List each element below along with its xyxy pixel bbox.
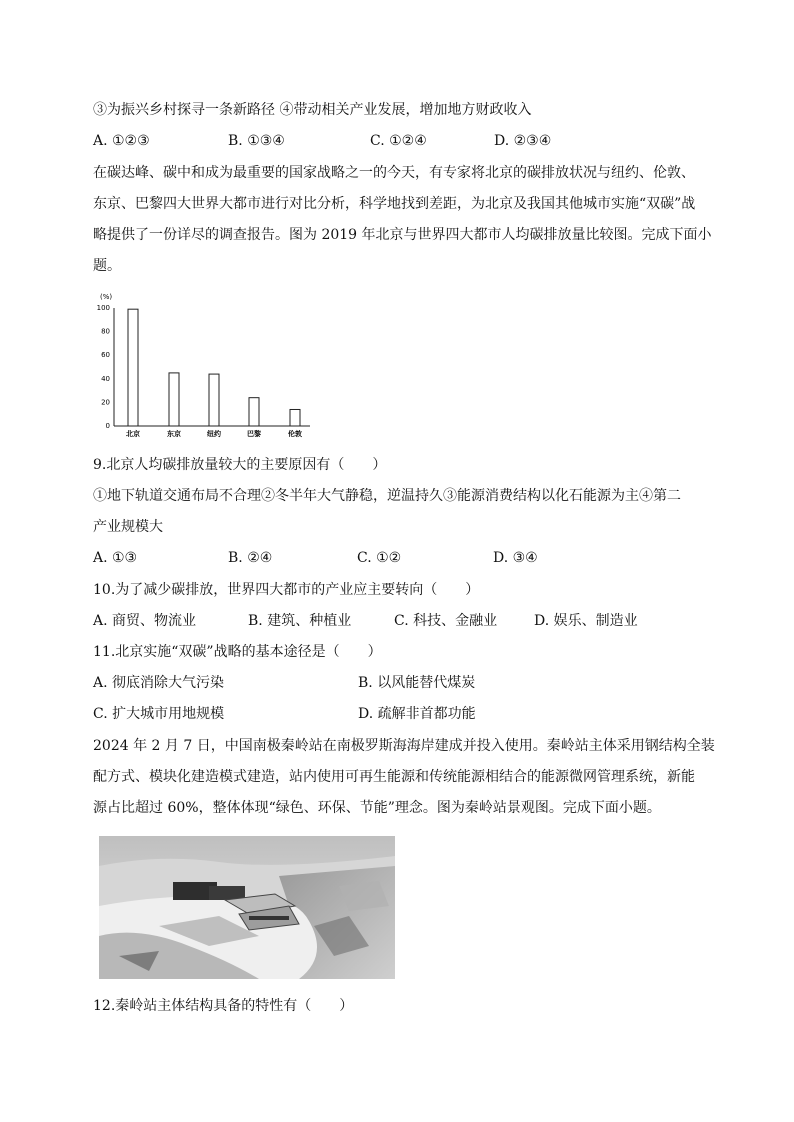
q10-choice-b[interactable]: B. 建筑、种植业 (248, 613, 352, 629)
q8-choice-a[interactable]: A. ①②③ (93, 133, 150, 149)
bar-4 (249, 398, 259, 426)
q11-choice-c[interactable]: C. 扩大城市用地规模 (93, 706, 225, 722)
q9-choice-d[interactable]: D. ③④ (493, 550, 538, 566)
bar-3 (209, 374, 219, 426)
x-tick-label: 北京 (126, 430, 140, 438)
intro-paragraph-line-3: 略提供了一份详尽的调查报告。图为 2019 年北京与世界四大都市人均碳排放量比较图。完成下面小 (93, 227, 712, 243)
y-ticks (97, 304, 110, 430)
q9-choice-a[interactable]: A. ①③ (93, 550, 138, 566)
q11-choice-b[interactable]: B. 以风能替代煤炭 (358, 675, 476, 691)
question-9-statements-line-2: 产业规模大 (93, 519, 163, 535)
intro-paragraph-line-1: 在碳达峰、碳中和成为最重要的国家战略之一的今天，有专家将北京的碳排放状况与纽约、伦敦、 (93, 165, 695, 181)
question-9: 9.北京人均碳排放量较大的主要原因有（ ） (93, 457, 387, 473)
q9-choice-b[interactable]: B. ②④ (228, 550, 273, 566)
question-9-statements-line-1: ①地下轨道交通布局不合理②冬半年大气静稳，逆温持久③能源消费结构以化石能源为主④第二 (93, 488, 681, 504)
q8-choice-b[interactable]: B. ①③④ (228, 133, 285, 149)
q8-choice-c[interactable]: C. ①②④ (370, 133, 427, 149)
q8-choice-d[interactable]: D. ②③④ (494, 133, 552, 149)
qinling-paragraph-line-2: 配方式、模块化建造模式建造，站内使用可再生能源和传统能源相结合的能源微网管理系统，新能 (93, 769, 695, 785)
y-tick-label: 0 (105, 422, 110, 430)
x-tick-label: 东京 (167, 430, 181, 438)
intro-paragraph-line-4: 题。 (93, 258, 121, 274)
qinling-station-photo (99, 836, 395, 979)
y-tick-label: 100 (96, 304, 110, 312)
y-tick-label: 80 (101, 327, 110, 336)
y-tick-label: 60 (101, 351, 110, 360)
qinling-paragraph-line-1: 2024 年 2 月 7 日，中国南极秦岭站在南极罗斯海海岸建成并投入使用。秦岭站主体采用钢结构全装 (93, 738, 715, 754)
q10-choice-a[interactable]: A. 商贸、物流业 (93, 613, 197, 629)
qinling-paragraph-line-3: 源占比超过 60%，整体体现“绿色、环保、节能”理念。图为秦岭站景观图。完成下面小题。 (93, 800, 661, 816)
x-tick-label: 纽约 (207, 430, 221, 438)
q11-choice-d[interactable]: D. 疏解非首都功能 (358, 706, 476, 722)
intro-paragraph-line-2: 东京、巴黎四大世界大都市进行对比分析，科学地找到差距，为北京及我国其他城市实施“双碳”战 (93, 196, 696, 212)
x-tick-label: 伦敦 (288, 430, 302, 438)
question-12: 12.秦岭站主体结构具备的特性有（ ） (93, 998, 354, 1014)
x-labels-group (126, 429, 303, 438)
question-10: 10.为了减少碳排放，世界四大都市的产业应主要转向（ ） (93, 582, 480, 598)
y-tick-label: 20 (101, 398, 110, 407)
bars-group (128, 309, 300, 426)
y-axis-unit: (%) (100, 293, 113, 301)
q10-choice-d[interactable]: D. 娱乐、制造业 (534, 613, 638, 629)
y-tick-label: 40 (101, 374, 110, 383)
station-photo-illustration (99, 836, 395, 979)
question-11: 11.北京实施“双碳”战略的基本途径是（ ） (93, 644, 382, 660)
q11-choice-a[interactable]: A. 彻底消除大气污染 (93, 675, 225, 691)
q8-option-line: ③为振兴乡村探寻一条新路径 ④带动相关产业发展，增加地方财政收入 (93, 102, 532, 118)
q10-choice-c[interactable]: C. 科技、金融业 (394, 613, 498, 629)
x-tick-label: 巴黎 (247, 430, 261, 438)
bar-1 (128, 309, 138, 426)
bar-5 (290, 409, 300, 426)
q9-choice-c[interactable]: C. ①② (357, 550, 402, 566)
bar-2 (169, 373, 179, 426)
carbon-emission-bar-chart (88, 288, 328, 440)
